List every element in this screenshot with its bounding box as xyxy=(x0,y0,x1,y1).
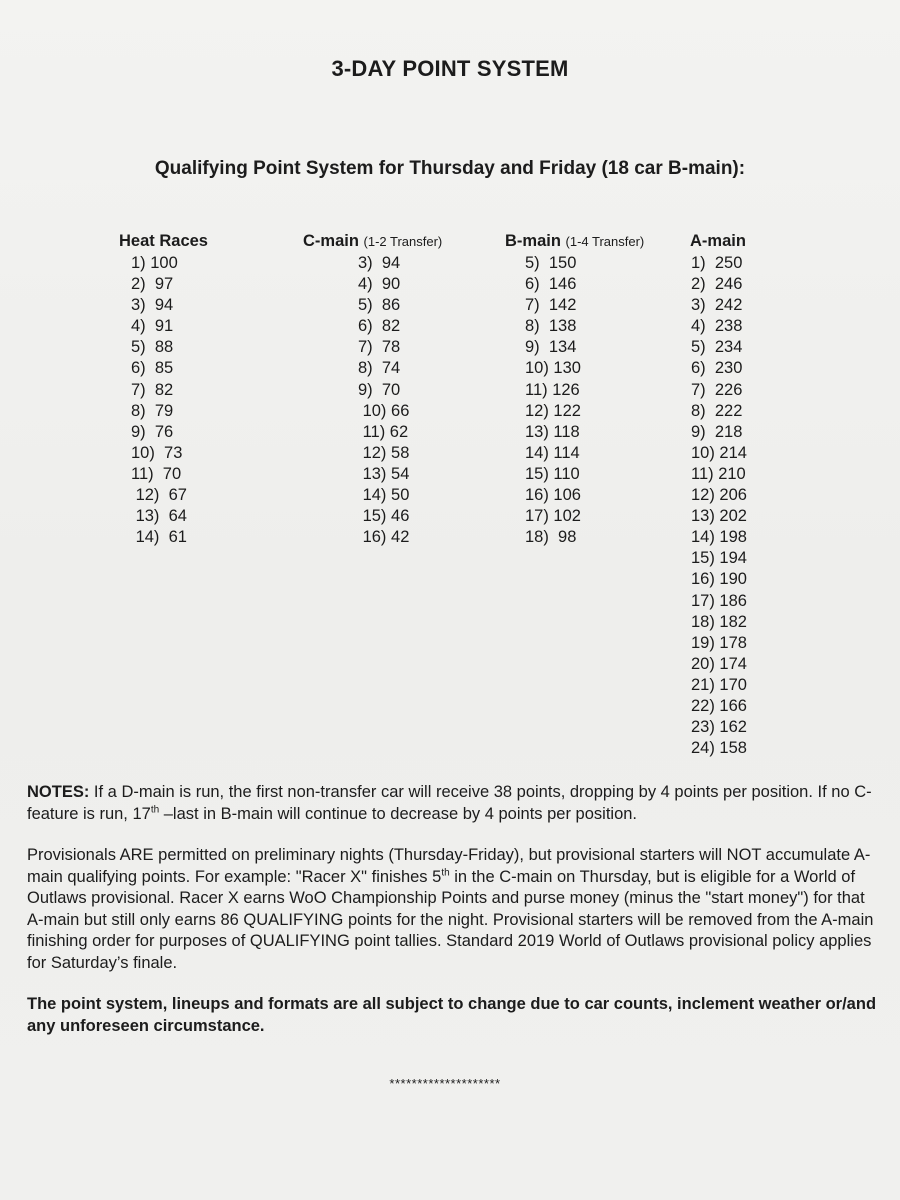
end-divider: ******************** xyxy=(389,1076,501,1091)
a-main-row: 7) 226 xyxy=(691,380,743,399)
b-main-row: 9) 134 xyxy=(525,338,577,357)
heat-race-row: 5) 88 xyxy=(131,338,174,357)
a-main-rows xyxy=(690,253,747,759)
b-main-row: 16) 106 xyxy=(525,486,581,505)
b-main-row: 5) 150 xyxy=(525,254,577,272)
heat-race-row: 13) 64 xyxy=(131,507,187,526)
c-main-row: 4) 90 xyxy=(358,275,401,294)
c-main-row: 8) 74 xyxy=(358,359,401,378)
c-main-transfer-note: (1-2 Transfer) xyxy=(363,234,443,249)
notes-paragraph-1: NOTES: If a D-main is run, the first non-transfer car will receive 38 points, dropping by 4 points per position. If no C-feature is run, 17th –last in B-main will continue to decrease by 4 points per position. xyxy=(27,783,872,823)
a-main-row: 22) 166 xyxy=(691,696,747,715)
heat-races-column xyxy=(119,232,208,548)
a-main-row: 18) 182 xyxy=(691,612,747,631)
heat-race-row: 1) 100 xyxy=(131,254,178,272)
a-main-row: 23) 162 xyxy=(691,718,747,737)
a-main-row: 9) 218 xyxy=(691,422,743,441)
b-main-row: 18) 98 xyxy=(525,528,577,547)
heat-race-row: 6) 85 xyxy=(131,359,174,378)
heat-race-row: 4) 91 xyxy=(131,317,174,336)
c-main-row: 16) 42 xyxy=(358,528,410,547)
b-main-row: 15) 110 xyxy=(525,464,580,483)
a-main-row: 19) 178 xyxy=(691,633,747,652)
b-main-transfer-note: (1-4 Transfer) xyxy=(565,234,645,249)
b-main-row: 11) 126 xyxy=(525,380,580,399)
a-main-row: 1) 250 xyxy=(691,254,743,272)
disclaimer: The point system, lineups and formats are all subject to change due to car counts, inclement weather or/and any unforeseen circumstance. xyxy=(27,995,877,1035)
heat-race-row: 11) 70 xyxy=(131,464,182,483)
a-main-row: 15) 194 xyxy=(691,549,747,568)
notes-label: NOTES: xyxy=(27,783,90,801)
c-main-row: 5) 86 xyxy=(358,296,401,315)
a-main-row: 21) 170 xyxy=(691,675,747,694)
a-main-row: 16) 190 xyxy=(691,570,747,589)
c-main-row: 14) 50 xyxy=(358,486,410,505)
c-main-heading: C-main (1-2 Transfer) xyxy=(303,232,443,250)
page-title: 3-DAY POINT SYSTEM xyxy=(331,56,569,81)
a-main-row: 3) 242 xyxy=(691,296,743,315)
a-main-heading: A-main xyxy=(690,232,746,250)
heat-races-heading: Heat Races xyxy=(119,232,208,250)
c-main-rows xyxy=(303,253,442,548)
c-main-row: 6) 82 xyxy=(358,317,401,336)
b-main-row: 14) 114 xyxy=(525,443,580,462)
c-main-row: 12) 58 xyxy=(358,443,410,462)
a-main-row: 2) 246 xyxy=(691,275,743,294)
c-main-row: 11) 62 xyxy=(358,422,409,441)
heat-race-rows xyxy=(119,253,208,548)
a-main-row: 24) 158 xyxy=(691,739,747,758)
b-main-heading: B-main (1-4 Transfer) xyxy=(505,232,645,250)
b-main-row: 12) 122 xyxy=(525,401,581,420)
heat-race-row: 14) 61 xyxy=(131,528,187,547)
b-main-row: 17) 102 xyxy=(525,507,581,526)
heat-race-row: 3) 94 xyxy=(131,296,174,315)
heat-race-row: 12) 67 xyxy=(131,486,187,505)
b-main-rows xyxy=(505,253,644,548)
heat-race-row: 10) 73 xyxy=(131,443,183,462)
c-main-row: 15) 46 xyxy=(358,507,410,526)
a-main-row: 12) 206 xyxy=(691,486,747,505)
a-main-row: 6) 230 xyxy=(691,359,743,378)
b-main-column xyxy=(505,232,644,548)
c-main-row: 3) 94 xyxy=(358,254,401,272)
heat-race-row: 2) 97 xyxy=(131,275,174,294)
a-main-row: 17) 186 xyxy=(691,591,747,610)
a-main-row: 8) 222 xyxy=(691,401,743,420)
a-main-row: 5) 234 xyxy=(691,338,743,357)
b-main-row: 7) 142 xyxy=(525,296,577,315)
c-main-row: 10) 66 xyxy=(358,401,410,420)
c-main-column xyxy=(303,232,442,548)
notes-paragraph-2: Provisionals ARE permitted on preliminary nights (Thursday-Friday), but provisional starters will NOT accumulate A-main qualifying points. For example: "Racer X" finishes 5th in the C-main on Thursday, but is eligible for a World of Outlaws provisional. Racer X earns WoO Championship Points and purse money (minus the "start money") for that A-main but still only earns 86 QUALIFYING points for the night. Provisional starters will be removed from the A-main finishing order for purposes of QUALIFYING point tallies. Standard 2019 World of Outlaws provisional policy applies for Saturday’s finale. xyxy=(27,846,874,972)
c-main-row: 9) 70 xyxy=(358,380,401,399)
a-main-row: 10) 214 xyxy=(691,443,747,462)
b-main-row: 6) 146 xyxy=(525,275,577,294)
a-main-row: 14) 198 xyxy=(691,528,747,547)
c-main-row: 7) 78 xyxy=(358,338,401,357)
page-subtitle: Qualifying Point System for Thursday and Friday (18 car B-main): xyxy=(154,158,746,179)
heat-race-row: 8) 79 xyxy=(131,401,174,420)
a-main-column xyxy=(690,232,747,759)
c-main-row: 13) 54 xyxy=(358,464,410,483)
a-main-row: 20) 174 xyxy=(691,654,747,673)
heat-race-row: 9) 76 xyxy=(131,422,174,441)
b-main-row: 8) 138 xyxy=(525,317,577,336)
heat-race-row: 7) 82 xyxy=(131,380,174,399)
notes-section xyxy=(27,782,877,1057)
b-main-row: 10) 130 xyxy=(525,359,581,378)
a-main-row: 13) 202 xyxy=(691,507,747,526)
a-main-row: 11) 210 xyxy=(691,464,746,483)
b-main-row: 13) 118 xyxy=(525,422,580,441)
a-main-row: 4) 238 xyxy=(691,317,743,336)
